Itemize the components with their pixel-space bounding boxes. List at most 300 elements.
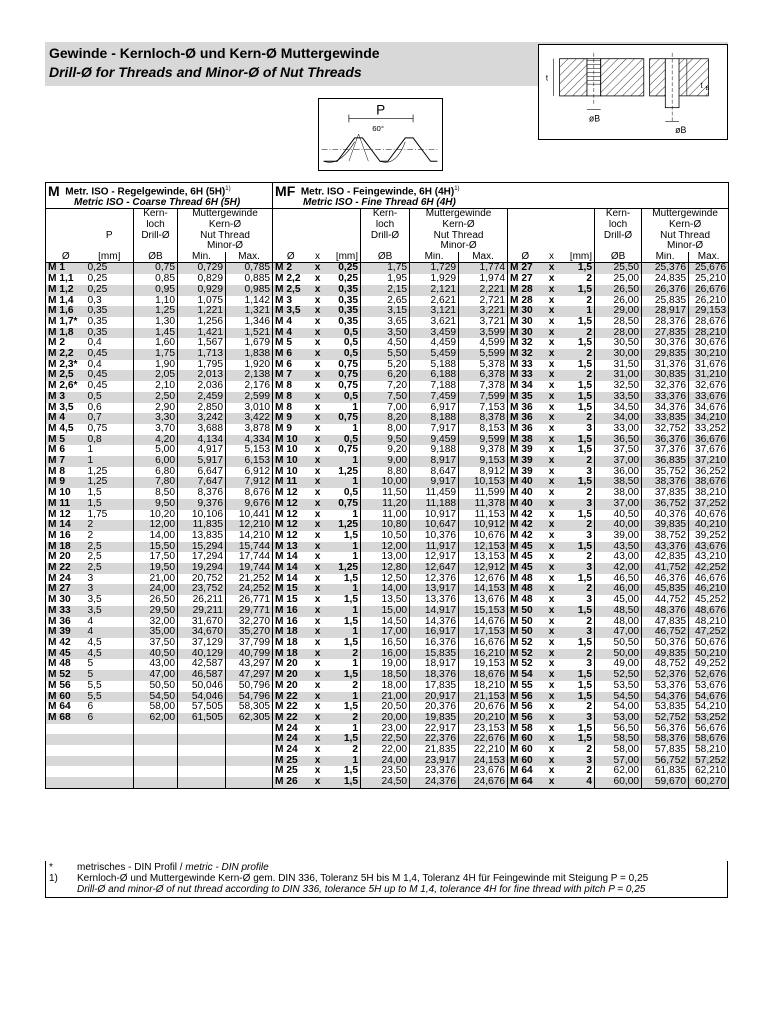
empty-cell xyxy=(134,734,178,745)
fine2-drill: 37,00 xyxy=(595,456,642,467)
fine2-x: x xyxy=(543,777,561,788)
coarse-drill: 62,00 xyxy=(134,713,178,724)
coarse-max: 1,679 xyxy=(226,338,273,349)
header-cell xyxy=(561,231,595,242)
fine1-drill: 13,50 xyxy=(361,595,410,606)
fine2-x: x xyxy=(543,756,561,767)
fine1-x: x xyxy=(309,606,327,617)
fine1-drill: 24,00 xyxy=(361,756,410,767)
fine2-drill: 26,50 xyxy=(595,285,642,296)
coarse-thread: M 36 xyxy=(48,616,71,627)
empty-cell xyxy=(46,734,86,745)
fine2-drill: 38,50 xyxy=(595,477,642,488)
coarse-min: 46,587 xyxy=(178,670,226,681)
fine1-thread: M 22 xyxy=(273,692,309,703)
fine1-thread: M 3 xyxy=(273,296,309,307)
fine1-thread: M 24 xyxy=(273,745,309,756)
fine2-x: x xyxy=(543,520,561,531)
fine1-pitch: 1 xyxy=(327,606,361,617)
fine1-drill: 3,50 xyxy=(361,328,410,339)
units-row xyxy=(46,252,729,263)
fine1-x: x xyxy=(309,477,327,488)
fine2-pitch: 2 xyxy=(586,616,593,627)
fine1-x: x xyxy=(309,692,327,703)
fine1-thread: M 11 xyxy=(273,477,309,488)
coarse-pitch: 5,5 xyxy=(87,680,102,691)
fine1-max: 10,912 xyxy=(459,520,508,531)
table-row xyxy=(46,638,729,649)
fine2-pitch: 1,5 xyxy=(561,734,595,745)
fine1-max: 9,378 xyxy=(459,445,508,456)
fine2-drill: 31,00 xyxy=(595,370,642,381)
fine1-max: 24,153 xyxy=(459,756,508,767)
coarse-max: 26,771 xyxy=(226,595,273,606)
fine2-x: x xyxy=(543,606,561,617)
title-german: Gewinde - Kernloch-Ø und Kern-Ø Muttergewinde xyxy=(49,45,380,61)
header-cell xyxy=(309,231,327,242)
fine2-x: x xyxy=(543,734,561,745)
coarse-drill: 4,20 xyxy=(134,435,178,446)
fine1-thread: M 8 xyxy=(273,381,309,392)
fine2-min: 28,376 xyxy=(642,317,689,328)
fine2-max: 37,676 xyxy=(689,445,729,456)
fine1-max: 14,676 xyxy=(459,617,508,628)
fine2-pitch: 1,5 xyxy=(561,392,595,403)
fine1-pitch: 2 xyxy=(327,649,361,660)
fine1-thread: M 24 xyxy=(273,724,309,735)
coarse-pitch: 2 xyxy=(87,530,94,541)
fine2-pitch: 3 xyxy=(561,563,595,574)
fine1-pitch: 0,75 xyxy=(338,445,359,456)
fine1-min: 2,121 xyxy=(410,285,459,296)
fine1-x: x xyxy=(314,445,321,456)
fine2-drill: 25,50 xyxy=(595,263,642,274)
fine1-min: 22,917 xyxy=(410,724,459,735)
coarse-max: 3,878 xyxy=(226,424,273,435)
fine2-thread: M 28 xyxy=(508,296,543,307)
fine2-pitch: 1,5 xyxy=(577,445,593,456)
table-row xyxy=(46,713,729,724)
fine1-pitch: 1,5 xyxy=(343,766,359,777)
fine2-pitch: 1,5 xyxy=(561,670,595,681)
fine1-x: x xyxy=(314,466,321,477)
coarse-min: 31,670 xyxy=(178,617,226,628)
coarse-drill: 24,00 xyxy=(134,584,178,595)
fine1-min: 11,459 xyxy=(410,488,459,499)
coarse-title-de: Metr. ISO - Regelgewinde, 6H (5H) xyxy=(65,186,226,198)
coarse-max: 7,912 xyxy=(226,477,273,488)
fine1-thread: M 3,5 xyxy=(273,306,309,317)
fine2-thread: M 40 xyxy=(508,499,543,510)
fine1-pitch: 0,25 xyxy=(338,274,359,285)
fine1-max: 2,221 xyxy=(459,285,508,296)
fine1-pitch: 2 xyxy=(352,680,359,691)
header-muttergewinde: Muttergewinde xyxy=(178,209,273,220)
fine2-thread: M 45 xyxy=(508,542,543,553)
fine2-pitch: 1,5 xyxy=(561,435,595,446)
fine2-drill: 46,00 xyxy=(595,584,642,595)
fine2-pitch: 2 xyxy=(586,766,593,777)
fine2-min: 37,835 xyxy=(642,488,689,499)
coarse-max: 32,270 xyxy=(226,617,273,628)
fine1-min: 8,917 xyxy=(410,456,459,467)
coarse-thread: M 18 xyxy=(46,542,86,553)
coarse-thread: M 20 xyxy=(48,552,71,563)
fine1-x: x xyxy=(314,338,321,349)
fine2-thread: M 36 xyxy=(508,424,543,435)
fine1-thread: M 25 xyxy=(273,756,309,767)
fine2-max: 58,210 xyxy=(689,745,729,756)
fine1-min: 16,917 xyxy=(410,627,459,638)
fine2-min: 61,835 xyxy=(642,766,689,777)
fine1-max: 3,221 xyxy=(459,306,508,317)
fine2-x: x xyxy=(543,328,561,339)
fine-section-header xyxy=(273,183,729,209)
fine2-drill: 60,00 xyxy=(595,777,642,788)
fine1-pitch: 0,75 xyxy=(338,381,359,392)
fine1-x: x xyxy=(309,349,327,360)
fine1-max: 23,676 xyxy=(459,766,508,777)
fine1-thread: M 18 xyxy=(273,638,309,649)
fine2-min: 48,376 xyxy=(642,606,689,617)
coarse-max: 6,153 xyxy=(226,456,273,467)
fine1-thread: M 24 xyxy=(273,734,309,745)
coarse-thread: M 2,5 xyxy=(46,370,86,381)
fine2-thread: M 42 xyxy=(508,510,543,521)
fine2-min: 34,376 xyxy=(642,403,689,414)
fine1-drill: 18,00 xyxy=(361,681,410,692)
fine2-pitch: 1,5 xyxy=(577,509,593,520)
coarse-pitch: 6 xyxy=(86,713,134,724)
fine1-thread: M 22 xyxy=(273,713,309,724)
fine1-min: 20,917 xyxy=(410,692,459,703)
coarse-min: 1,567 xyxy=(178,338,226,349)
coarse-max: 2,176 xyxy=(226,381,273,392)
fine1-min: 16,376 xyxy=(410,638,459,649)
fine2-drill: 40,00 xyxy=(595,520,642,531)
header-kernloch: Kern- xyxy=(134,209,178,220)
fine1-max: 11,378 xyxy=(459,499,508,510)
header-cell xyxy=(508,209,543,220)
fine2-min: 29,835 xyxy=(642,349,689,360)
fine1-drill: 22,00 xyxy=(361,745,410,756)
fine1-min: 1,929 xyxy=(410,274,459,285)
fine2-max: 26,676 xyxy=(689,285,729,296)
coarse-min: 3,242 xyxy=(178,413,226,424)
fine2-x: x xyxy=(543,306,561,317)
fine1-x: x xyxy=(314,680,321,691)
fine1-pitch: 0,75 xyxy=(327,413,361,424)
coarse-min: 23,752 xyxy=(178,584,226,595)
coarse-drill: 6,00 xyxy=(134,456,178,467)
coarse-max: 1,920 xyxy=(226,360,273,371)
fine2-x: x xyxy=(548,316,555,327)
fine2-x: x xyxy=(543,584,561,595)
fine1-thread: M 10 xyxy=(273,435,309,446)
footnote-en: Drill-Ø and minor-Ø of nut thread according to DIN 336, tolerance 5H up to M 1,4, tolerance 4H for fine thread with pitch P = 0,25 xyxy=(77,884,646,895)
fine1-thread: M 8 xyxy=(273,403,309,414)
fine2-min: 42,835 xyxy=(642,552,689,563)
fine2-x: x xyxy=(548,638,555,648)
fine2-pitch: 1,5 xyxy=(577,638,593,648)
coarse-thread: M 30 xyxy=(48,595,71,606)
coarse-min: 15,294 xyxy=(178,542,226,553)
coarse-thread: M 1,4 xyxy=(48,295,74,306)
fine1-drill: 3,65 xyxy=(361,317,410,328)
fine2-x: x xyxy=(543,627,561,638)
fine2-max: 57,252 xyxy=(689,756,729,767)
fine1-max: 18,676 xyxy=(459,670,508,681)
coarse-thread: M 33 xyxy=(46,606,86,617)
fine1-min: 7,188 xyxy=(410,381,459,392)
coarse-pitch: 4,5 xyxy=(87,638,102,648)
fine2-drill: 48,50 xyxy=(595,606,642,617)
empty-cell xyxy=(86,724,134,735)
coarse-drill: 1,25 xyxy=(134,306,178,317)
fine1-thread: M 2 xyxy=(273,263,309,274)
header-max: Max. xyxy=(689,252,729,263)
fine2-pitch: 2 xyxy=(561,520,595,531)
coarse-thread: M 14 xyxy=(46,520,86,531)
fine2-drill: 62,00 xyxy=(595,766,642,777)
coarse-max: 10,441 xyxy=(226,510,273,521)
coarse-thread: M 22 xyxy=(46,563,86,574)
fine2-min: 26,376 xyxy=(642,285,689,296)
fine2-max: 56,676 xyxy=(689,724,729,735)
fine2-min: 48,752 xyxy=(642,659,689,670)
coarse-max: 21,252 xyxy=(226,574,273,585)
coarse-min: 26,211 xyxy=(178,595,226,606)
fine2-x: x xyxy=(548,402,555,413)
coarse-max: 0,985 xyxy=(226,285,273,296)
coarse-min: 1,221 xyxy=(178,306,226,317)
coarse-drill: 9,50 xyxy=(134,499,178,510)
fine2-min: 58,376 xyxy=(642,734,689,745)
fine2-min: 46,752 xyxy=(642,627,689,638)
coarse-drill: 26,50 xyxy=(134,595,178,606)
fine1-pitch: 1,25 xyxy=(327,563,361,574)
coarse-pitch: 3,5 xyxy=(86,606,134,617)
header-ob: ØB xyxy=(361,252,410,263)
coarse-min: 2,850 xyxy=(178,403,226,414)
coarse-thread: M 12 xyxy=(48,509,71,520)
coarse-max: 1,142 xyxy=(226,296,273,307)
fine2-max: 30,676 xyxy=(689,338,729,349)
fine1-drill: 7,50 xyxy=(361,392,410,403)
coarse-pitch: 2,5 xyxy=(86,542,134,553)
fine1-pitch: 1 xyxy=(327,627,361,638)
table-row xyxy=(46,317,729,328)
fine2-drill: 30,50 xyxy=(595,338,642,349)
fine2-drill: 28,00 xyxy=(595,328,642,339)
coarse-thread: M 1 xyxy=(46,263,86,274)
coarse-drill: 3,70 xyxy=(134,424,178,435)
fine2-pitch: 1,5 xyxy=(577,723,593,734)
fine2-thread: M 64 xyxy=(508,766,543,777)
fine1-pitch: 2 xyxy=(327,713,361,724)
header-muttergewinde: Nut Thread xyxy=(642,231,729,242)
fine1-x: x xyxy=(309,777,327,788)
fine2-thread: M 56 xyxy=(508,702,543,713)
fine2-min: 54,376 xyxy=(642,692,689,703)
fine1-x: x xyxy=(309,670,327,681)
nut-label-sub: B xyxy=(705,86,710,93)
fine2-max: 43,210 xyxy=(689,552,729,563)
empty-cell xyxy=(46,766,86,777)
fine2-thread: M 39 xyxy=(508,456,543,467)
empty-cell xyxy=(178,756,226,767)
table-row xyxy=(46,328,729,339)
fine2-thread: M 32 xyxy=(508,349,543,360)
fine1-max: 5,378 xyxy=(459,360,508,371)
table-row xyxy=(46,584,729,595)
fine1-min: 14,917 xyxy=(410,606,459,617)
header-muttergewinde: Kern-Ø xyxy=(642,220,729,231)
fine1-pitch: 0,5 xyxy=(343,488,359,499)
fine2-min: 24,835 xyxy=(642,274,689,285)
fine1-drill: 2,65 xyxy=(361,296,410,307)
coarse-thread: M 8 xyxy=(48,466,65,477)
fine2-pitch: 2 xyxy=(561,370,595,381)
fine1-drill: 7,20 xyxy=(361,381,410,392)
fine2-max: 26,210 xyxy=(689,296,729,307)
fine2-max: 34,676 xyxy=(689,403,729,414)
thread-table xyxy=(45,182,729,789)
footnote-1-en xyxy=(49,884,724,895)
fine2-thread: M 50 xyxy=(508,617,543,628)
coarse-max: 58,305 xyxy=(226,702,273,713)
fine1-thread: M 26 xyxy=(273,777,309,788)
header-cell xyxy=(327,220,361,231)
header-dia: Ø xyxy=(508,252,543,263)
fine2-drill: 53,00 xyxy=(595,713,642,724)
table-row xyxy=(46,413,729,424)
fine2-thread: M 54 xyxy=(508,670,543,681)
coarse-thread: M 9 xyxy=(46,477,86,488)
header-kernloch xyxy=(134,241,178,252)
header-cell xyxy=(327,209,361,220)
fine2-x: x xyxy=(543,370,561,381)
fine2-drill: 58,50 xyxy=(595,734,642,745)
fine-title-en: Metric ISO - Fine Thread 6H (4H) xyxy=(303,197,456,209)
header-cell xyxy=(273,231,309,242)
fine2-thread: M 39 xyxy=(508,467,543,478)
table-row xyxy=(46,552,729,563)
fine1-x: x xyxy=(309,285,327,296)
fine2-thread: M 40 xyxy=(508,477,543,488)
fine1-max: 16,676 xyxy=(459,638,508,649)
fine1-x: x xyxy=(314,616,321,627)
coarse-pitch: 0,4 xyxy=(87,338,102,349)
coarse-max: 8,676 xyxy=(226,488,273,499)
table-row xyxy=(46,349,729,360)
header-max: Max. xyxy=(459,252,508,263)
coarse-drill: 1,10 xyxy=(134,296,178,307)
table-row xyxy=(46,263,729,274)
fine1-x: x xyxy=(314,316,321,327)
fine1-min: 7,917 xyxy=(410,424,459,435)
fine1-pitch: 0,35 xyxy=(338,316,359,327)
table-row xyxy=(46,777,729,788)
coarse-drill: 35,00 xyxy=(134,627,178,638)
fine2-min: 56,752 xyxy=(642,756,689,767)
fine1-min: 9,917 xyxy=(410,477,459,488)
fine2-max: 45,252 xyxy=(689,595,729,606)
fine2-drill: 36,50 xyxy=(595,435,642,446)
fine2-max: 34,210 xyxy=(689,413,729,424)
header-min: Min. xyxy=(410,252,459,263)
fine1-drill: 9,00 xyxy=(361,456,410,467)
coarse-drill: 5,00 xyxy=(134,445,178,456)
fine1-x: x xyxy=(309,713,327,724)
fine1-min: 5,188 xyxy=(410,360,459,371)
fine1-min: 18,376 xyxy=(410,670,459,681)
coarse-pitch: 5,5 xyxy=(86,692,134,703)
fine2-pitch: 1 xyxy=(561,306,595,317)
fine2-max: 40,210 xyxy=(689,520,729,531)
fine1-x: x xyxy=(314,573,321,584)
fine2-drill: 57,00 xyxy=(595,756,642,767)
fine2-drill: 43,50 xyxy=(595,542,642,553)
fine1-pitch: 1,5 xyxy=(327,777,361,788)
coarse-min: 1,075 xyxy=(178,296,226,307)
coarse-pitch: 3 xyxy=(86,584,134,595)
fine2-thread: M 38 xyxy=(508,435,543,446)
footnote-de: Kernloch-Ø und Muttergewinde Kern-Ø gem. DIN 336, Toleranz 5H bis M 1,4, Toleranz 4H für Feingewinde mit Steigung P = 0,25 xyxy=(77,873,649,884)
empty-cell xyxy=(226,734,273,745)
table-row xyxy=(46,520,729,531)
fine2-x: x xyxy=(543,692,561,703)
coarse-max: 50,796 xyxy=(226,681,273,692)
fine1-min: 12,647 xyxy=(410,563,459,574)
fine1-max: 1,774 xyxy=(459,263,508,274)
coarse-thread: M 2,6* xyxy=(48,381,78,392)
coarse-thread: M 56 xyxy=(48,680,71,691)
fine2-pitch: 3 xyxy=(561,627,595,638)
fine1-min: 9,188 xyxy=(410,445,459,456)
fine1-pitch: 1,5 xyxy=(343,530,359,541)
coarse-pitch: 0,25 xyxy=(86,263,134,274)
fine1-min: 20,376 xyxy=(410,702,459,713)
nut-label-t: t xyxy=(545,73,549,83)
fine1-pitch: 1,5 xyxy=(327,734,361,745)
fine2-pitch: 2 xyxy=(561,649,595,660)
fine2-min: 25,835 xyxy=(642,296,689,307)
fine1-pitch: 1,5 xyxy=(343,638,359,648)
header-kernloch xyxy=(595,241,642,252)
coarse-pitch: 0,45 xyxy=(86,349,134,360)
table-row xyxy=(46,274,729,285)
fine2-drill: 32,50 xyxy=(595,381,642,392)
fine1-x: x xyxy=(309,456,327,467)
coarse-pitch: 1 xyxy=(87,445,94,456)
coarse-min: 54,046 xyxy=(178,692,226,703)
fine2-min: 32,376 xyxy=(642,381,689,392)
fine2-x: x xyxy=(543,435,561,446)
fine1-x: x xyxy=(309,435,327,446)
fine2-drill: 37,00 xyxy=(595,499,642,510)
table-row xyxy=(46,745,729,756)
fine2-pitch: 4 xyxy=(561,777,595,788)
fine2-max: 36,252 xyxy=(689,467,729,478)
coarse-min: 2,036 xyxy=(178,381,226,392)
coarse-pitch: 1,25 xyxy=(87,466,108,477)
table-row xyxy=(46,724,729,735)
coarse-pitch: 0,35 xyxy=(86,306,134,317)
table-row xyxy=(46,531,729,542)
fine1-pitch: 1,5 xyxy=(343,573,359,584)
fine1-min: 14,376 xyxy=(410,617,459,628)
